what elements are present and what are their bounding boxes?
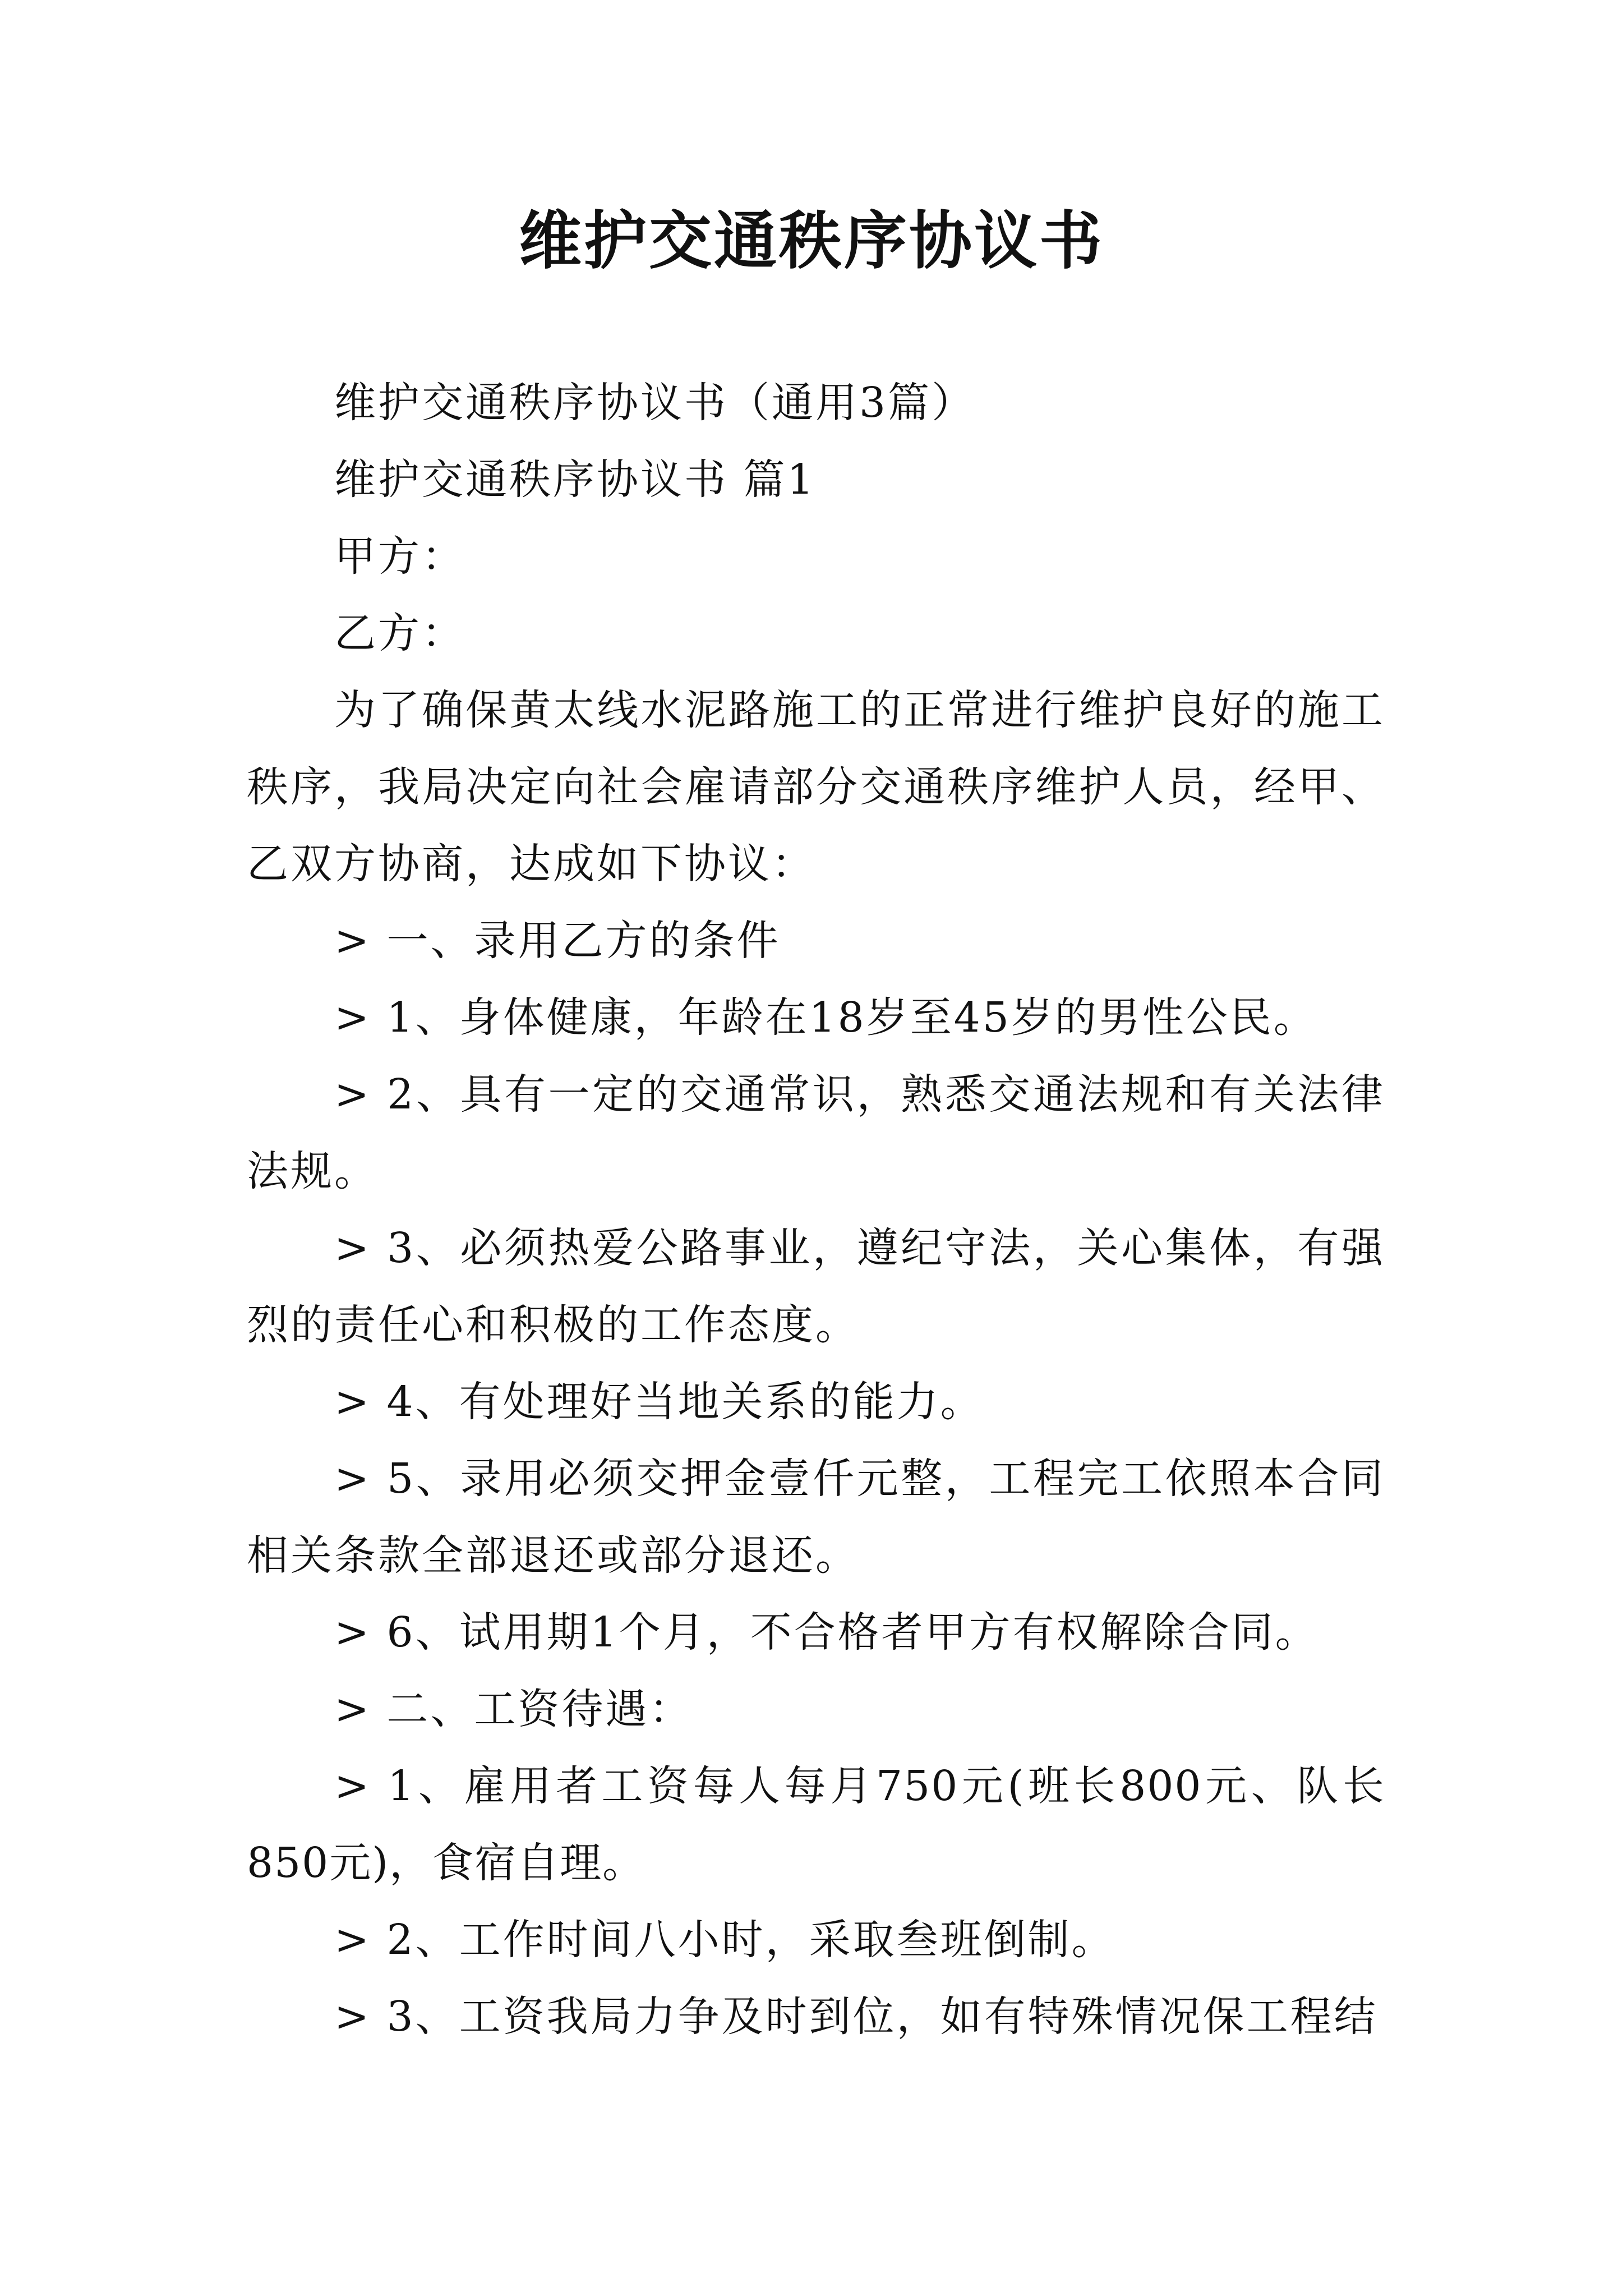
paragraph-item: > 2、具有一定的交通常识，熟悉交通法规和有关法律法规。 bbox=[247, 1070, 1385, 1195]
paragraph-item: > 6、试用期1个月，不合格者甲方有权解除合同。 bbox=[334, 1608, 1319, 1657]
document-title: 维护交通秩序协议书 bbox=[519, 204, 1104, 278]
paragraph-item: > 1、身体健康，年龄在18岁至45岁的男性公民。 bbox=[334, 993, 1317, 1042]
paragraph-section-title: 维护交通秩序协议书 篇1 bbox=[334, 455, 816, 504]
paragraph-heading: 维护交通秩序协议书（通用3篇） bbox=[334, 379, 976, 427]
paragraph-item: > 2、工作时间八小时，采取叁班倒制。 bbox=[334, 1916, 1115, 1964]
paragraph-item: > 1、雇用者工资每人每月750元(班长800元、队长850元)，食宿自理。 bbox=[247, 1762, 1385, 1887]
document-body bbox=[247, 365, 1385, 2055]
paragraph-section-one: > 一、录用乙方的条件 bbox=[334, 917, 781, 965]
paragraph-section-two: > 二、工资待遇： bbox=[334, 1685, 693, 1733]
paragraph-item: > 5、录用必须交押金壹仟元整，工程完工依照本合同相关条款全部退还或部分退还。 bbox=[247, 1455, 1385, 1580]
paragraph-party-a: 甲方： bbox=[334, 532, 465, 581]
paragraph-party-b: 乙方： bbox=[334, 609, 465, 657]
paragraph-item: > 4、有处理好当地关系的能力。 bbox=[334, 1378, 984, 1426]
paragraph-item: > 3、工资我局力争及时到位，如有特殊情况保工程结 bbox=[334, 1993, 1378, 2041]
paragraph-preamble: 为了确保黄太线水泥路施工的正常进行维护良好的施工秩序，我局决定向社会雇请部分交通秩序维护人员，经甲、乙双方协商，达成如下协议： bbox=[247, 686, 1385, 888]
paragraph-item: > 3、必须热爱公路事业，遵纪守法，关心集体，有强烈的责任心和积极的工作态度。 bbox=[247, 1224, 1385, 1349]
